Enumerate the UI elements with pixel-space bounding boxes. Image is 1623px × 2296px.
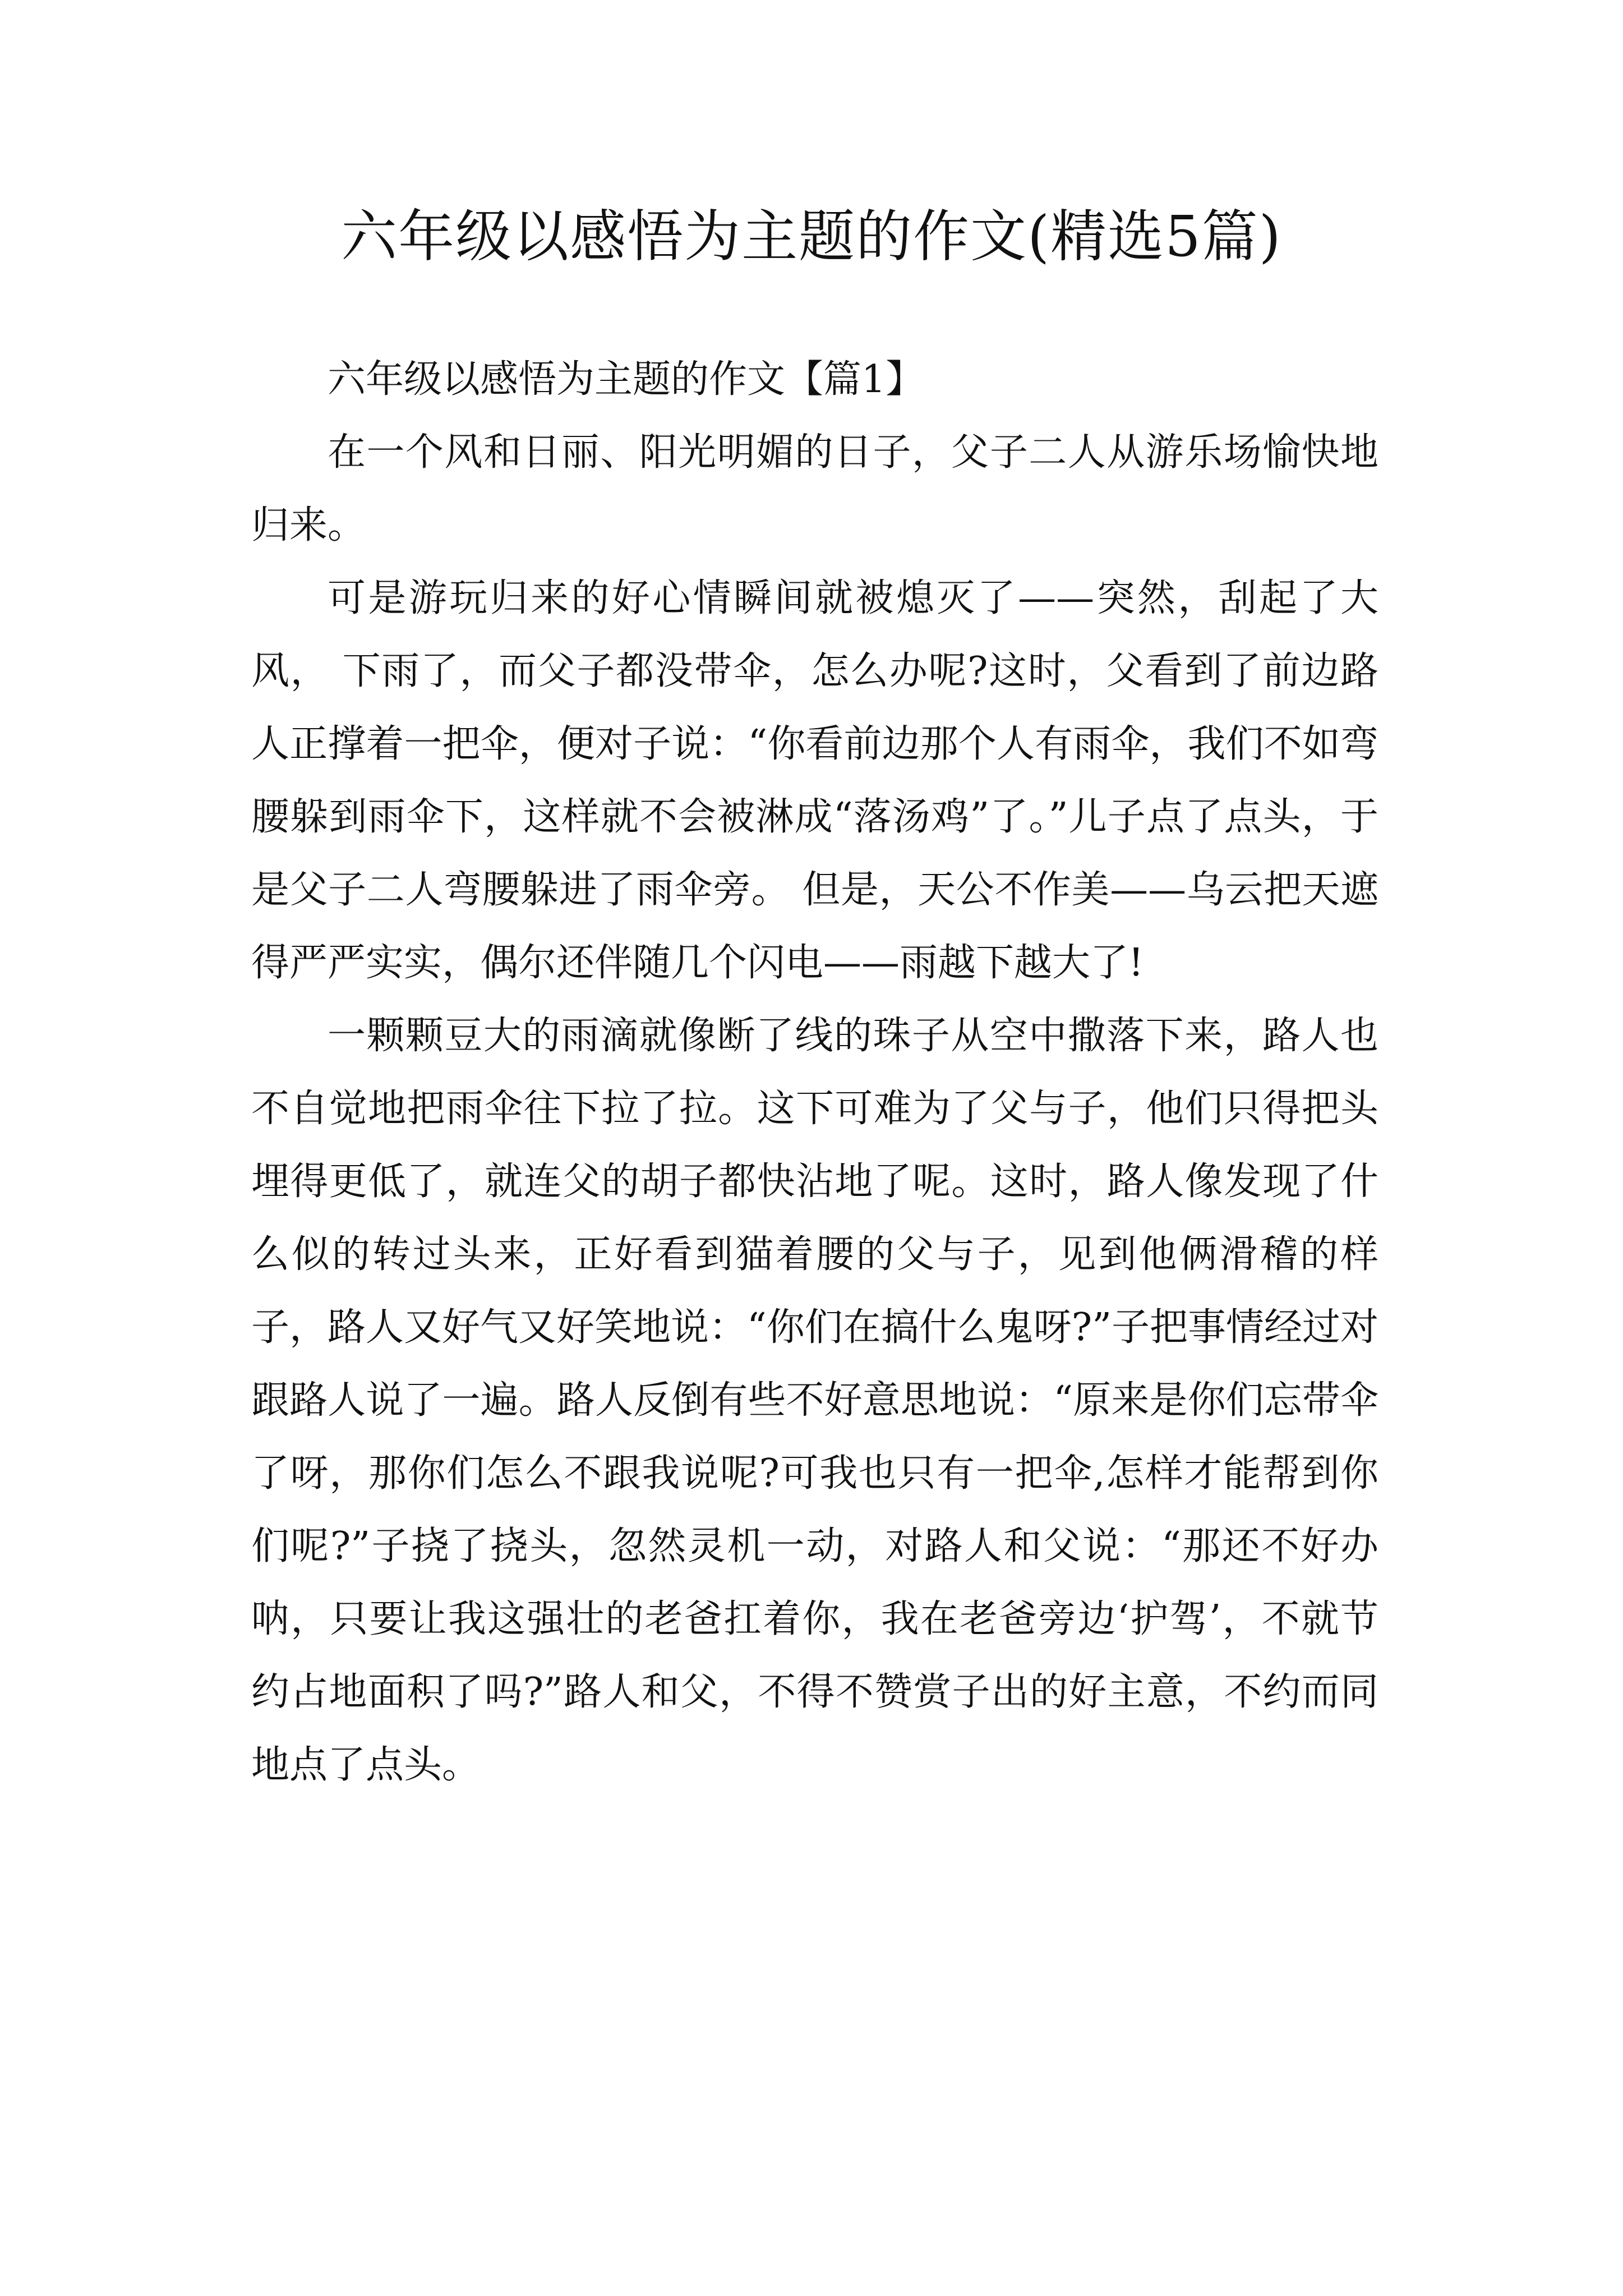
article-body (251, 343, 1378, 1802)
paragraph-2: 可是游玩归来的好心情瞬间就被熄灭了——突然，刮起了大风， 下雨了，而父子都没带伞，怎么办呢?这时，父看到了前边路人正撑着一把伞，便对子说：“你看前边那个人有雨伞，我们不如弯腰躲到雨伞下，这样就不会被淋成“落汤鸡”了。”儿子点了点头，于是父子二人弯腰躲进了雨伞旁。 但是，天公不作美——乌云把天遮得严严实实，偶尔还伴随几个闪电——雨越下越大了! (251, 576, 1378, 985)
document-title: 六年级以感悟为主题的作文(精选5篇) (341, 204, 1282, 269)
paragraph-1: 在一个风和日丽、阳光明媚的日子，父子二人从游乐场愉快地归来。 (251, 430, 1378, 547)
paragraph-3: 一颗颗豆大的雨滴就像断了线的珠子从空中撒落下来，路人也不自觉地把雨伞往下拉了拉。这下可难为了父与子，他们只得把头埋得更低了，就连父的胡子都快沾地了呢。这时，路人像发现了什么似的转过头来，正好看到猫着腰的父与子，见到他俩滑稽的样子，路人又好气又好笑地说：“你们在搞什么鬼呀?”子把事情经过对跟路人说了一遍。路人反倒有些不好意思地说：“原来是你们忘带伞了呀，那你们怎么不跟我说呢?可我也只有一把伞,怎样才能帮到你们呢?”子挠了挠头，忽然灵机一动，对路人和父说：“那还不好办呐，只要让我这强壮的老爸扛着你，我在老爸旁边‘护驾’，不就节约占地面积了吗?”路人和父，不得不赞赏子出的好主意，不约而同地点了点头。 (251, 1014, 1378, 1787)
section-heading: 六年级以感悟为主题的作文【篇1】 (328, 357, 924, 402)
